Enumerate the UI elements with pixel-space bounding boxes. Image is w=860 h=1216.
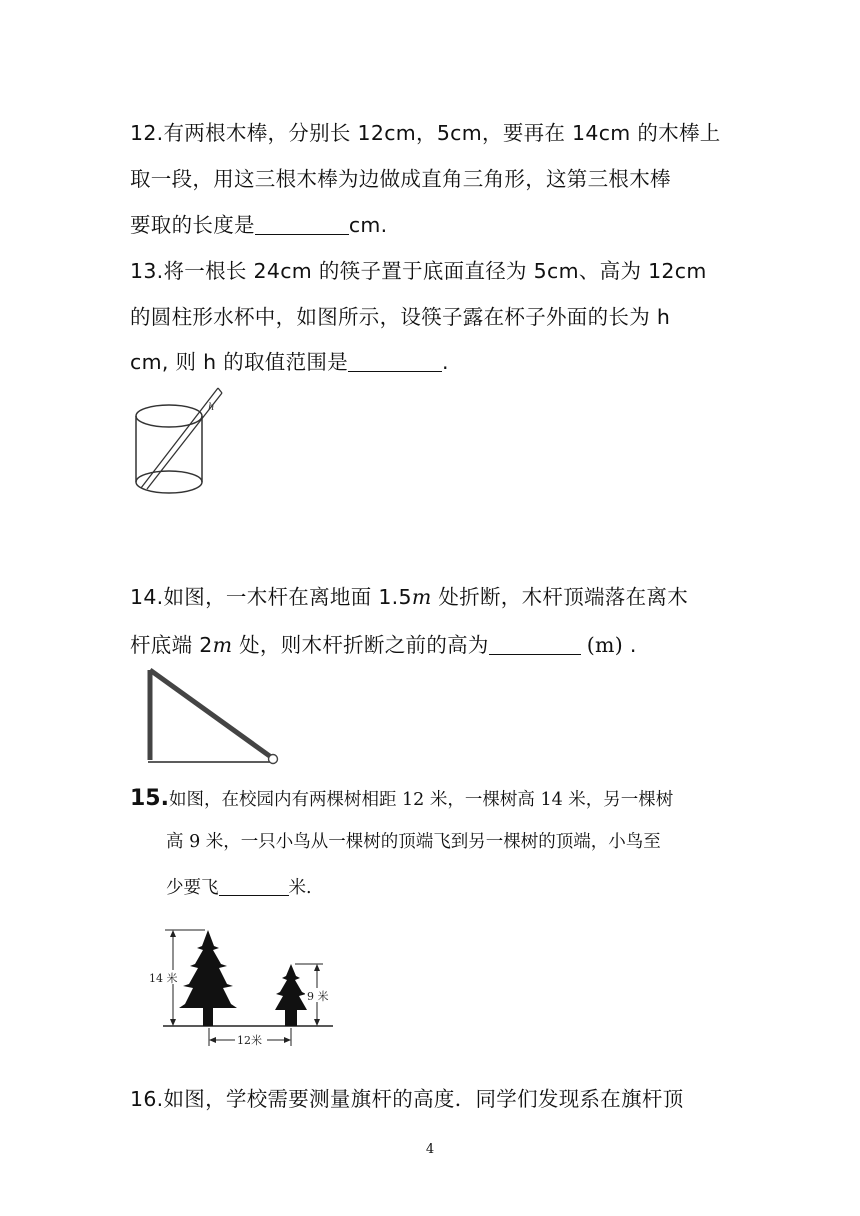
trees-figure <box>145 922 345 1052</box>
q14-line-1-b: 处折断，木杆顶端落在离木 <box>431 585 688 609</box>
q14-line-1 <box>130 580 688 610</box>
q15-line-3-text: 少要飞 <box>166 878 219 898</box>
q12-line-2: 取一段，用这三根木棒为边做成直角三角形，这第三根木棒 <box>130 167 671 191</box>
q13-line-3-text: cm, 则 h 的取值范围是 <box>130 350 348 374</box>
q14-line-2 <box>130 628 637 658</box>
q13-answer-blank[interactable] <box>348 351 442 372</box>
q15-line-3 <box>166 874 312 899</box>
q13-period: . <box>442 350 449 374</box>
broken-pole-figure <box>140 664 290 768</box>
q14-line-2-b: 处，则木杆折断之前的高为 <box>232 633 489 657</box>
q13-line-1: 13.将一根长 24cm 的筷子置于底面直径为 5cm、高为 12cm <box>130 259 707 283</box>
short-tree-icon <box>275 964 307 1026</box>
distance-label: 12米 <box>237 1034 262 1047</box>
q14-period: . <box>623 633 637 657</box>
q12-unit: cm. <box>348 213 388 237</box>
q14-answer-blank[interactable] <box>489 634 581 655</box>
q13-line-2: 的圆柱形水杯中，如图所示，设筷子露在杯子外面的长为 h <box>130 305 671 329</box>
tall-tree-icon <box>179 930 237 1026</box>
q14-line-1-unit: m <box>411 585 432 609</box>
q14-line-2-unit: m <box>212 633 233 657</box>
q15-answer-blank[interactable] <box>219 877 289 896</box>
q12-answer-blank[interactable] <box>255 214 349 235</box>
q14-line-2-a: 杆底端 2 <box>130 633 213 657</box>
q13-line-3 <box>130 345 449 375</box>
short-tree-label: 9 米 <box>307 990 329 1003</box>
cup-chopstick-figure <box>128 383 238 503</box>
cup-h-label: h <box>208 402 215 413</box>
q12-line-1: 12.有两根木棒，分别长 12cm，5cm，要再在 14cm 的木棒上 <box>130 121 721 145</box>
q12-line-3 <box>130 208 387 238</box>
page-number: 4 <box>425 1142 435 1157</box>
q15-line-1 <box>130 786 673 811</box>
q15-line-2: 高 9 米，一只小鸟从一棵树的顶端飞到另一棵树的顶端，小鸟至 <box>166 832 661 852</box>
q14-line-1-a: 14.如图，一木杆在离地面 1.5 <box>130 585 412 609</box>
tall-tree-label: 14 米 <box>149 972 178 985</box>
q12-line-3-text: 要取的长度是 <box>130 213 255 237</box>
q15-number: 15. <box>130 786 169 811</box>
q15-unit: 米. <box>288 878 312 898</box>
q15-line-1-text: 如图，在校园内有两棵树相距 12 米，一棵树高 14 米，另一棵树 <box>168 790 674 810</box>
q16-line-1: 16.如图，学校需要测量旗杆的高度．同学们发现系在旗杆顶 <box>130 1087 684 1111</box>
q14-answer-unit: (m) <box>586 633 624 657</box>
